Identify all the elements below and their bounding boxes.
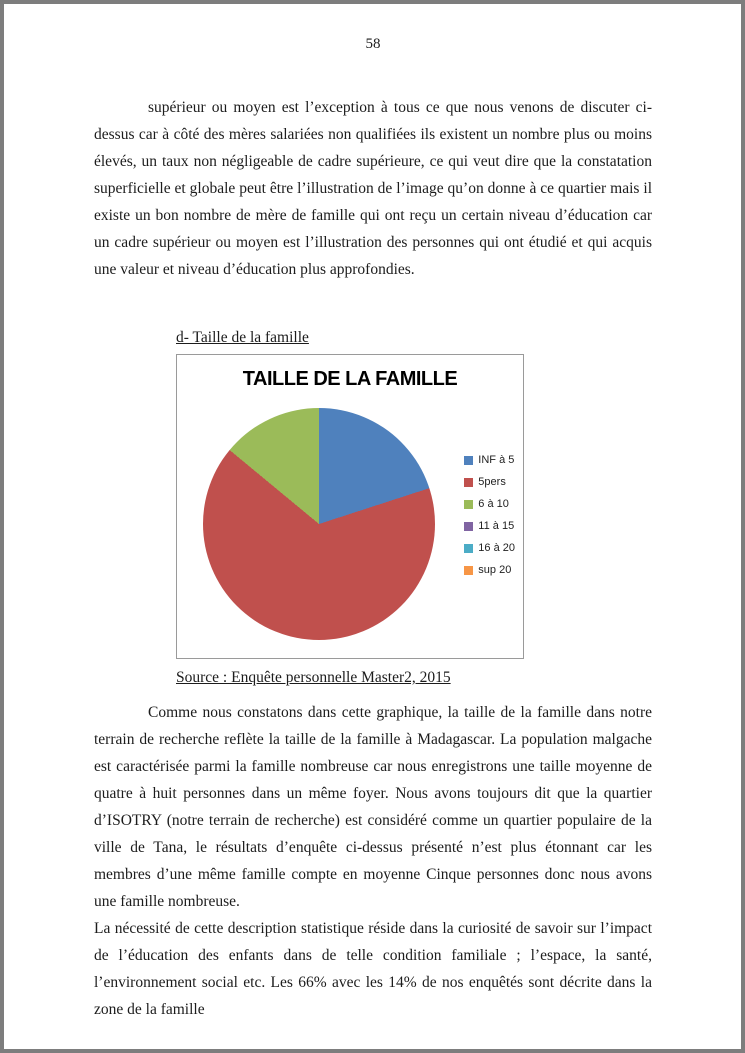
source-caption: Source : Enquête personnelle Master2, 2015 — [176, 669, 451, 686]
legend-swatch — [464, 522, 473, 531]
legend-swatch — [464, 544, 473, 553]
chart-legend — [464, 454, 515, 586]
paragraph-2: Comme nous constatons dans cette graphique, la taille de la famille dans notre terrain de recherche reflète la taille de la famille à Madagascar. La population malgache est caractérisée parmi la famille nombreuse car nous enregistrons une taille moyenne de quatre à huit personnes dans un même foyer. Nous avons toujours dit que la quartier d’ISOTRY (notre terrain de recherche) est considéré comme un quartier populaire de la ville de Tana, le résultats d’enquête ci-dessus présenté n’est plus étonnant car les membres d’une même famille compte en moyenne Cinque personnes donc nous avons une famille nombreuse. — [94, 704, 652, 910]
legend-label: 5pers — [478, 476, 506, 488]
pie-graphic — [203, 408, 435, 640]
legend-label: sup 20 — [478, 564, 512, 576]
legend-label: 16 à 20 — [478, 542, 515, 554]
page-content — [4, 36, 741, 1023]
legend-label: 11 à 15 — [478, 520, 515, 532]
legend-label: INF à 5 — [478, 454, 515, 466]
chart-title: TAILLE DE LA FAMILLE — [242, 368, 458, 390]
legend-item — [464, 476, 515, 488]
legend-label: 6 à 10 — [478, 498, 509, 510]
legend-item — [464, 564, 515, 576]
legend-swatch — [464, 478, 473, 487]
legend-item — [464, 520, 515, 532]
page-number: 58 — [365, 36, 381, 52]
section-heading: d- Taille de la famille — [176, 329, 309, 346]
pie-chart-figure — [176, 354, 524, 659]
paragraph-1: supérieur ou moyen est l’exception à tous ce que nous venons de discuter ci-dessus car à côté des mères salariées non qualifiées ils existent un nombre plus ou moins élevés, un taux non négligeable de cadre supérieure, ce qui veut dire que la constatation superficielle et globale peut être l’illustration de l’image qu’on donne à ce quartier mais il existe un bon nombre de mère de famille qui ont reçu un certain niveau d’éducation car un cadre supérieur ou moyen est l’illustration des personnes qui ont étudié et qui acquis une valeur et niveau d’éducation plus approfondies. — [94, 99, 652, 278]
legend-item — [464, 542, 515, 554]
legend-item — [464, 498, 515, 510]
paragraph-3: La nécessité de cette description statistique réside dans la curiosité de savoir sur l’impact de l’éducation des enfants dans de telle condition familiale ; l’espace, la santé, l’environnement social etc. Les 66% avec les 14% de nos enquêtés sont décrite dans la zone de la famille — [94, 920, 652, 1018]
legend-item — [464, 454, 515, 466]
legend-swatch — [464, 456, 473, 465]
legend-swatch — [464, 566, 473, 575]
legend-swatch — [464, 500, 473, 509]
